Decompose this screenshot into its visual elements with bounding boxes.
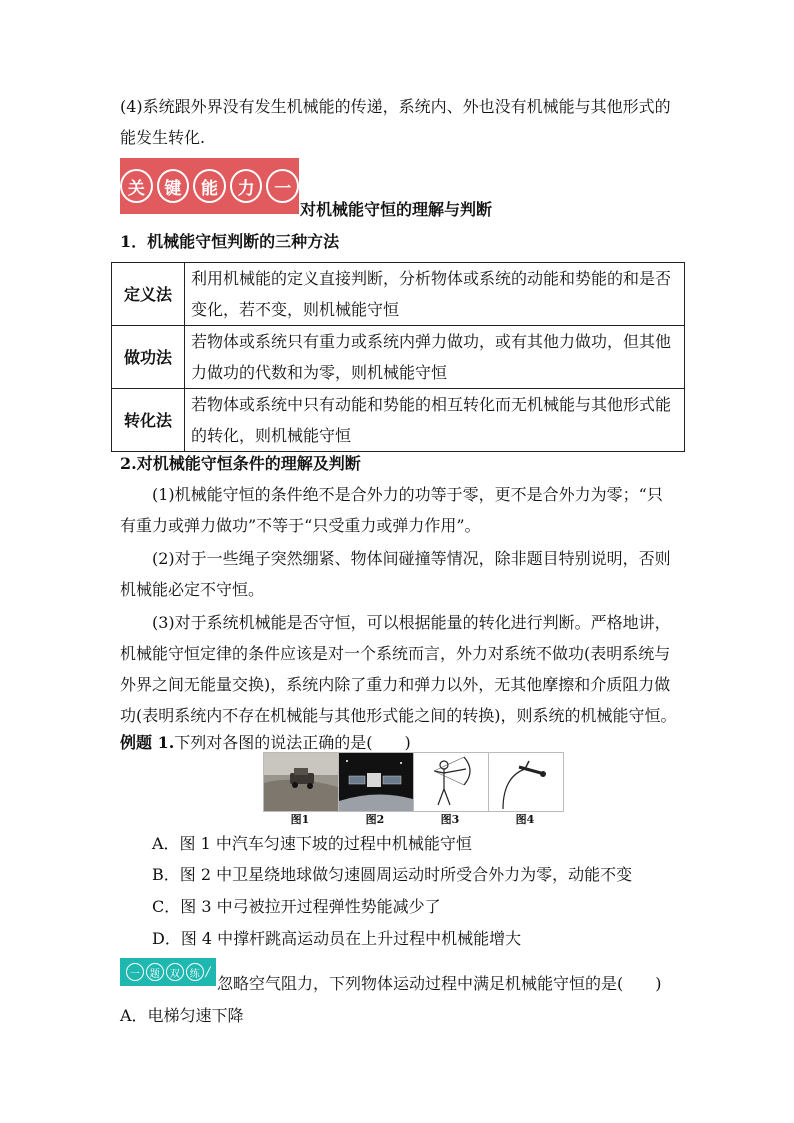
practice-option-a: A．电梯匀速下降 — [120, 1006, 244, 1025]
heading-2: 2.对机械能守恒条件的理解及判断 — [120, 454, 361, 473]
point-3-line-2: 机械能守恒定律的条件应该是对一个系统而言，外力对系统不做功(表明系统与 — [120, 644, 671, 663]
heading-1: 1．机械能守恒判断的三种方法 — [120, 232, 340, 251]
option-c: C．图 3 中弓被拉开过程弹性势能减少了 — [152, 897, 441, 916]
practice-question: 忽略空气阻力，下列物体运动过程中满足机械能守恒的是( ) — [217, 974, 662, 993]
figure-3-archer — [413, 752, 489, 812]
description-line: 若物体或系统只有重力或系统内弹力做功，或有其他力做功，但其他 — [191, 332, 672, 351]
point-3-line-3: 外界之间无能量交换)，系统内除了重力和弹力以外，无其他摩擦和介质阻力做 — [120, 675, 671, 694]
figure-2-caption: 图2 — [365, 813, 385, 826]
figure-1-caption: 图1 — [290, 813, 310, 826]
method-name: 做功法 — [112, 326, 185, 389]
method-description — [185, 326, 685, 389]
figure-2-satellite — [338, 752, 414, 812]
badge-char: 练 — [186, 963, 204, 981]
description-line: 若物体或系统中只有动能和势能的相互转化而无机械能与其他形式能 — [191, 395, 672, 414]
table-row — [112, 263, 685, 326]
example-text: 下列对各图的说法正确的是( ) — [174, 733, 411, 752]
method-description — [185, 389, 685, 452]
table-row — [112, 389, 685, 452]
figure-4-pole-vault — [488, 752, 564, 812]
table-row — [112, 326, 685, 389]
method-description — [185, 263, 685, 326]
figure-3-caption: 图3 — [440, 813, 460, 826]
badge-char: 力 — [230, 169, 263, 203]
badge-char: 一 — [126, 963, 144, 981]
badge-char: 一 — [266, 169, 299, 203]
badge-char: 关 — [120, 169, 153, 203]
point-2-line-1: (2)对于一些绳子突然绷紧、物体间碰撞等情况，除非题目特别说明，否则 — [152, 549, 671, 568]
slash-icon: / — [205, 964, 211, 980]
method-name: 定义法 — [112, 263, 185, 326]
option-d: D．图 4 中撑杆跳高运动员在上升过程中机械能增大 — [152, 929, 522, 948]
practice-badge — [120, 958, 216, 986]
badge-char: 题 — [146, 963, 164, 981]
option-b: B．图 2 中卫星绕地球做匀速圆周运动时所受合外力为零，动能不变 — [152, 865, 633, 884]
figure-1-car-downhill — [263, 752, 339, 812]
paragraph-4-line-2: 能发生转化. — [120, 128, 206, 147]
point-2-line-2: 机械能必定不守恒。 — [120, 580, 265, 599]
badge-char: 双 — [166, 963, 184, 981]
key-ability-badge — [120, 158, 299, 214]
description-line: 力做功的代数和为零，则机械能守恒 — [191, 363, 448, 382]
description-line: 的转化，则机械能守恒 — [191, 426, 352, 445]
description-line: 变化，若不变，则机械能守恒 — [191, 300, 400, 319]
point-1-line-2: 有重力或弹力做功”不等于“只受重力或弹力作用”。 — [120, 516, 481, 535]
point-3-line-1: (3)对于系统机械能是否守恒，可以根据能量的转化进行判断。严格地讲， — [152, 613, 671, 632]
option-a: A．图 1 中汽车匀速下坡的过程中机械能守恒 — [152, 834, 472, 853]
point-3-line-4: 功(表明系统内不存在机械能与其他形式能之间的转换)，则系统的机械能守恒。 — [120, 706, 677, 725]
example-label: 例题 1. — [120, 733, 175, 752]
badge-char: 键 — [157, 169, 190, 203]
section-title: 对机械能守恒的理解与判断 — [300, 200, 493, 219]
methods-table — [111, 262, 685, 452]
paragraph-4-line-1: (4)系统跟外界没有发生机械能的传递，系统内、外也没有机械能与其他形式的 — [120, 97, 671, 116]
description-line: 利用机械能的定义直接判断，分析物体或系统的动能和势能的和是否 — [191, 269, 672, 288]
point-1-line-1: (1)机械能守恒的条件绝不是合外力的功等于零，更不是合外力为零；“只 — [152, 485, 663, 504]
figure-4-caption: 图4 — [515, 813, 535, 826]
badge-char: 能 — [193, 169, 226, 203]
method-name: 转化法 — [112, 389, 185, 452]
